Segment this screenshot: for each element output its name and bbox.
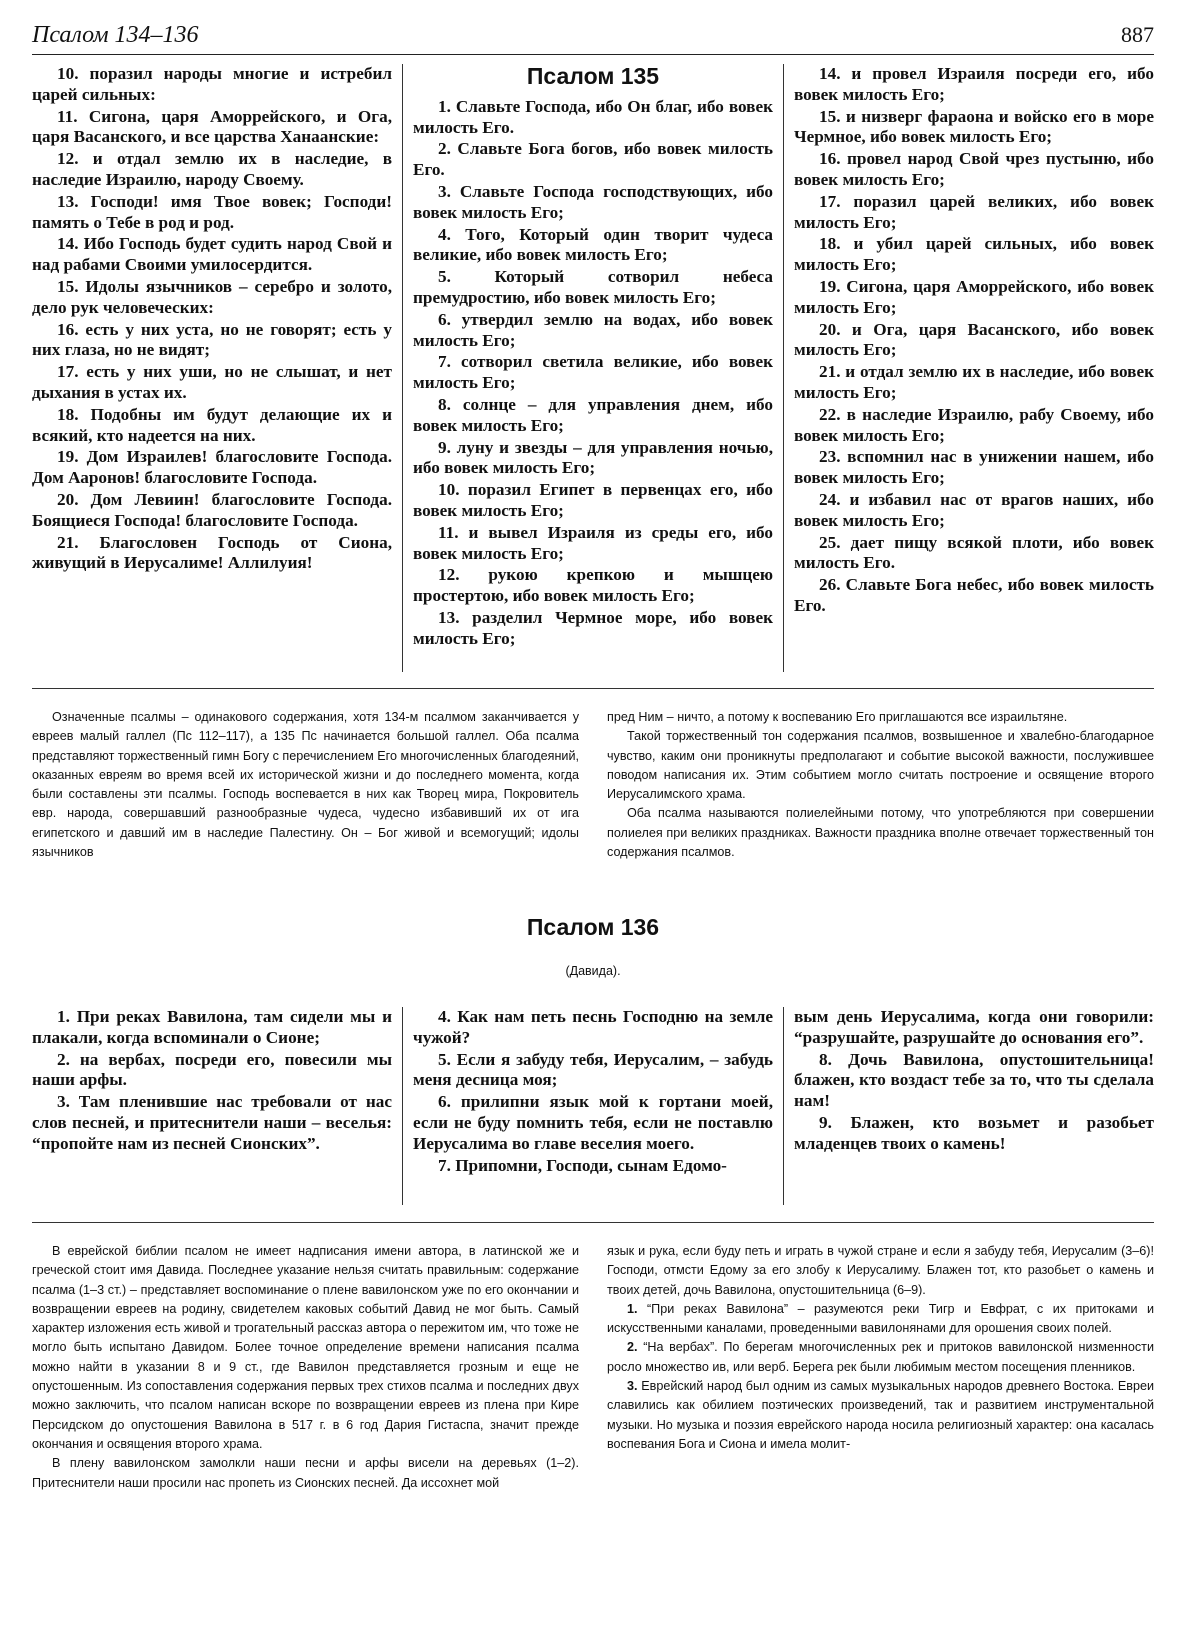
verse: 20. Дом Левиин! благословите Господа. Боящиеся Господа! благословите Господа. [32,489,392,530]
verse: 19. Сигона, царя Аморрейского, ибо вовек милость Его; [794,276,1154,317]
ps136-column-1 [32,1007,402,1205]
ps136-column-3 [783,1007,1154,1205]
verse: 12. рукою крепкою и мышцею простертою, ибо вовек милость Его; [413,565,773,606]
verse: 16. есть у них уста, но не говорят; есть у них глаза, но не видят; [32,319,392,360]
verse: 1. Славьте Господа, ибо Он благ, ибо вовек милость Его. [413,96,773,137]
verse: 11. и вывел Израиля из среды его, ибо вовек милость Его; [413,522,773,563]
commentary-ps136 [32,1242,1154,1493]
verse: 4. Того, Который один творит чудеса великие, ибо вовек милость Его; [413,224,773,265]
verse: 12. и отдал землю их в наследие, в наследие Израилю, народу Своему. [32,149,392,189]
ps134-column [32,64,402,672]
verse: 9. луну и звезды – для управления ночью, ибо вовек милость Его; [413,437,773,478]
commentary-right-column [607,708,1154,862]
verse: 25. дает пищу всякой плоти, ибо вовек милость Его. [794,532,1154,573]
verse: 22. в наследие Израилю, рабу Своему, ибо вовек милость Его; [794,404,1154,445]
verse: 10. поразил Египет в первенцах его, ибо вовек милость Его; [413,480,773,520]
verse: 18. Подобны им будут делающие их и всякий, кто надеется на них. [32,404,392,445]
commentary-left-column [32,708,579,862]
running-title: Псалом 134–136 [32,22,199,48]
ps135-column-2 [783,64,1154,672]
running-header [32,22,1154,55]
verse: 2. Славьте Бога богов, ибо вовек милость Его. [413,139,773,180]
verse: 2. на вербах, посреди его, повесили мы наши арфы. [32,1049,392,1090]
commentary-paragraph: язык и рука, если буду петь и играть в чужой стране и если я забуду тебя, Иерусалим (3–6)! Господи, отмсти Едому за его злобу к Иерусалиму. Блажен тот, кто разобьет о камень и твоих детей, дочь Вавилона, опустошительница (6–9). [607,1244,1154,1297]
commentary-paragraph: Означенные псалмы – одинакового содержания, хотя 134-м псалмом заканчивается у евреев малый галлел (Пс 112–117), а 135 Пс начинается большой галлел. Оба псалма представляют торжественный гимн Богу с перечислением Его многочисленных благодеяний, оказанных евреям во время всей их исторической жизни и до последнего момента, когда были составлены эти псалмы. Господь воспевается в них как Творец мира, Покровитель евр. народа, совершавший разнообразные чудеса, чудесно избавивший их от ига египетского и давший им в наследие Палестину. Он – Бог живой и всемогущий; идолы язычников [32,710,579,860]
note-number: 1. [627,1301,638,1316]
verse: 3. Славьте Господа господствующих, ибо вовек милость Его; [413,181,773,222]
verse: 13. Господи! имя Твое вовек; Господи! память о Тебе в род и род. [32,191,392,232]
psalm-136-title: Псалом 136 [526,914,660,940]
psalm-135-title: Псалом 135 [526,63,660,89]
verse: 8. Дочь Вавилона, опустошительница! блажен, кто воздаст тебе за то, что ты сделала нам! [794,1049,1154,1111]
commentary-paragraph: пред Ним – ничто, а потому к воспеванию Его приглашаются все израильтяне. [607,710,1068,724]
verse: 6. прилипни язык мой к гортани моей, если не буду помнить тебя, если не поставлю Иерусалима во главе веселия моего. [413,1092,773,1153]
verse: 10. поразил народы многие и истребил царей сильных: [32,64,392,104]
commentary-right-column [607,1242,1154,1493]
verse-note [607,1300,1154,1339]
verse: 17. есть у них уши, но не слышат, и нет дыхания в устах их. [32,362,392,402]
verse: 21. и отдал землю их в наследие, ибо вовек милость Его; [794,362,1154,402]
verse: 8. солнце – для управления днем, ибо вовек милость Его; [413,394,773,435]
verse: 7. Припомни, Господи, сынам Едомо- [438,1155,727,1175]
verse: 20. и Ога, царя Васанского, ибо вовек милость Его; [794,319,1154,360]
verse: 14. Ибо Господь будет судить народ Свой и над рабами Своими умилосердится. [32,234,392,275]
verse: 23. вспомнил нас в унижении нашем, ибо вовек милость Его; [794,447,1154,488]
verse: 26. Славьте Бога небес, ибо вовек милость Его. [794,575,1154,615]
verse-continuation: вым день Иерусалима, когда они говорили: “разрушайте, разрушайте до основания его”. [794,1007,1154,1047]
verse: 17. поразил царей великих, ибо вовек милость Его; [794,191,1154,232]
verse: 15. и низверг фараона и войско его в море Чермное, ибо вовек милость Его; [794,106,1154,147]
psalm-136-superscription: (Давида). [565,964,621,978]
section-divider [32,688,1154,689]
verse: 4. Как нам петь песнь Господню на земле чужой? [413,1007,773,1047]
verse: 18. и убил царей сильных, ибо вовек милость Его; [794,234,1154,275]
verse: 14. и провел Израиля посреди его, ибо вовек милость Его; [794,64,1154,104]
verse: 9. Блажен, кто возьмет и разобьет младенцев твоих о камень! [794,1112,1154,1153]
commentary-left-column [32,1242,579,1493]
note-text: “На вербах”. По берегам многочисленных рек и притоков вавилонской низменности росло множество ив, или верб. Берега рек были любимым местом посещения пленников. [607,1340,1154,1374]
verse: 11. Сигона, царя Аморрейского, и Ога, царя Васанского, и все царства Ханаанские: [32,106,392,147]
verse: 5. Который сотворил небеса премудростию, ибо вовек милость Его; [413,267,773,307]
ps136-column-2 [402,1007,783,1205]
page-number: 887 [1121,22,1154,47]
ps135-column-1 [402,64,783,672]
note-text: Еврейский народ был одним из самых музыкальных народов древнего Востока. Евреи славились как обилием поэтических произведений, так и развитием инструментальной музыки. Но музыка и поэзия еврейского народа носила религиозный характер: она касалась воспевания Бога и Сиона и имела молит- [607,1379,1154,1451]
psalm-verses-top [32,64,1154,672]
verse: 19. Дом Израилев! благословите Господа. Дом Ааронов! благословите Господа. [32,447,392,488]
verse: 15. Идолы язычников – серебро и золото, дело рук человеческих: [32,276,392,317]
commentary-paragraph: Такой торжественный тон содержания псалмов, возвышенное и хвалебно-благодарное чувство, каким они проникнуты предполагают и событие высокой важности, послужившее поводом написания их. Этим событием могло считать построение и освящение второго Иерусалимского храма. [607,729,1154,802]
verse: 3. Там пленившие нас требовали от нас слов песней, и притеснители наши – веселья: “пропойте нам из песней Сионских”. [32,1092,392,1153]
verse: 24. и избавил нас от врагов наших, ибо вовек милость Его; [794,489,1154,530]
commentary-ps134-135 [32,708,1154,862]
verse: 6. утвердил землю на водах, ибо вовек милость Его; [413,309,773,350]
verse: 7. сотворил светила великие, ибо вовек милость Его; [413,352,773,393]
verse-note [607,1377,1154,1454]
verse: 1. При реках Вавилона, там сидели мы и плакали, когда вспоминали о Сионе; [32,1007,392,1047]
verse: 16. провел народ Свой чрез пустыню, ибо вовек милость Его; [794,149,1154,189]
verse: 5. Если я забуду тебя, Иерусалим, – забудь меня десница моя; [413,1049,773,1090]
commentary-paragraph: В плену вавилонском замолкли наши песни и арфы висели на деревьях (1–2). Притеснители наши просили нас пропеть из Сионских песней. Да иссохнет мой [32,1456,579,1490]
commentary-paragraph: В еврейской библии псалом не имеет надписания имени автора, в латинской же и греческой стоит имя Давида. Последнее указание нельзя считать правильным: содержание псалма (1–3 ст.) – представляет воспоминание о плене вавилонском уже по его окончании и возвращении евреев на родину, свидетелем каковых событий Давид не мог быть. Самый характер изложения есть живой и трогательный рассказ автора о пережитом им, что тоже не могло быть испытано Давидом. Более точное определение времени написания псалма можно найти в указании 8 и 9 ст., где Вавилон представляется грозным и еще не опустошенным. Из сопоставления содержания первых трех стихов псалма и последних двух можно заключить, что псалом написан вскоре по возвращении евреев из плена при Кире Персидском до опустошения Вавилона в 517 г. в 6 год Дария Гистаспа, значит прежде окончания и освящения второго храма. [32,1244,579,1451]
commentary-paragraph: Оба псалма называются полиелейными потому, что употребляются при совершении полиелея при великих праздниках. Важности праздника вполне отвечает торжественный тон содержания псалмов. [607,806,1154,860]
note-number: 2. [627,1340,638,1355]
verse-note [607,1338,1154,1377]
note-text: “При реках Вавилона” – разумеются реки Тигр и Евфрат, с их притоками и искусственными каналами, проведенными вавилонянами для орошения своих полей. [607,1301,1154,1336]
section-divider [32,1222,1154,1223]
book-page [32,0,1154,1633]
verse: 13. разделил Чермное море, ибо вовек милость Его; [413,607,773,648]
verse: 21. Благословен Господь от Сиона, живущий в Иерусалиме! Аллилуия! [32,532,392,573]
note-number: 3. [627,1379,638,1394]
psalm-136-verses [32,1007,1154,1205]
